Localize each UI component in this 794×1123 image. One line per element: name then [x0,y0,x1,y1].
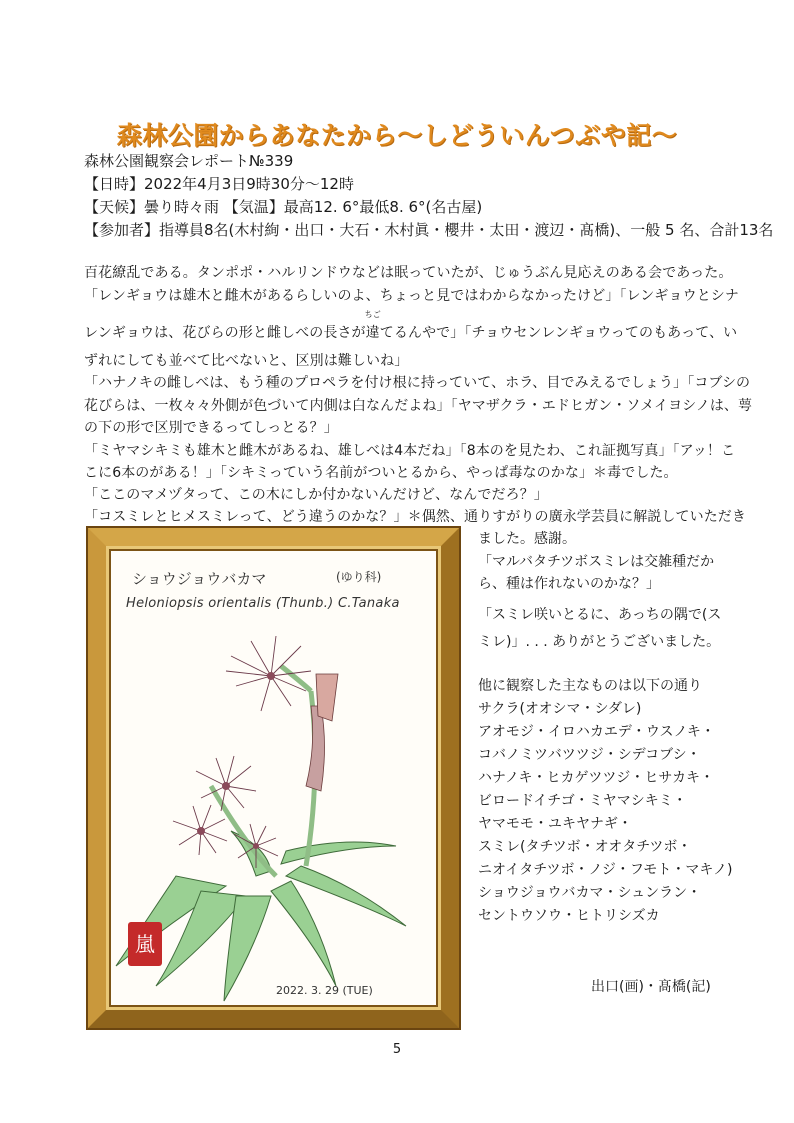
body-line-4: ずれにしても並べて比べないと、区別は難しいね」 [84,353,409,369]
column-line-9: コバノミツバツツジ・シデコブシ・ [478,747,701,763]
column-line-13: スミレ(タチツボ・オオタチツボ・ [478,839,692,855]
column-line-8: アオモジ・イロハカエデ・ウスノキ・ [478,724,715,740]
column-line-2: 「マルバタチツボスミレは交雑種だか [478,554,715,570]
credit-line: 出口(画)・髙橋(記) [591,979,711,995]
column-line-11: ビロードイチゴ・ミヤマシキミ・ [478,793,687,809]
body-line-9: こに6本のがある！」「シキミっていう名前がついとるから、やっぱ毒なのかな」＊毒でした。 [84,465,678,481]
framed-painting [88,528,459,1028]
painting-name-ja: ショウジョウバカマ [132,570,267,588]
report-number: 森林公園観察会レポート№339 [84,152,294,170]
event-weather: 【天候】曇り時々雨 【気温】最高12. 6°最低8. 6°(名古屋) [84,198,483,216]
page-number: 5 [392,1042,402,1057]
column-line-15: ショウジョウバカマ・シュンラン・ [478,885,702,901]
painting-latin-name: Heloniopsis orientalis (Thunb.) C.Tanaka [126,596,400,611]
body-line-2: 「レンギョウは雄木と雌木があるらしいのよ、ちょっと見ではわからなかったけど」「レンギョウとシナ [84,288,739,304]
column-line-5: ミレ)」. . . ありがとうございました。 [478,634,721,650]
artist-seal: 嵐 [128,922,162,966]
ruby-word: ちご 違 [364,310,381,341]
body-line-5: 「ハナノキの雌しべは、もう種のプロペラを付け根に持っていて、ホラ、目でみえるでしょう」「コブシの [84,375,751,391]
event-date: 【日時】2022年4月3日9時30分〜12時 [84,175,354,193]
event-participants: 【参加者】指導員8名(木村絢・出口・大石・木村眞・櫻井・太田・渡辺・髙橋)、一般 5 名、合計13名 [84,221,774,239]
body-line-1: 百花繚乱である。タンポポ・ハルリンドウなどは眠っていたが、じゅうぶん見応えのある会であった。 [84,265,733,281]
column-line-4: 「スミレ咲いとるに、あっちの隅で(ス [478,607,722,623]
body-line-8: 「ミヤマシキミも雄木と雌木があるね、雄しべは4本だね」「8本のを見たわ、これ証拠写真」「アッ！こ [84,443,736,459]
column-line-6: 他に観察した主なものは以下の通り [478,678,702,694]
column-line-12: ヤマモモ・ユキヤナギ・ [478,816,632,832]
column-line-16: セントウソウ・ヒトリシズカ [478,908,660,924]
painting-family: (ゆり科) [336,570,382,584]
body-line-10: 「ここのマメヅタって、この木にしか付かないんだけど、なんでだろ？」 [84,487,548,503]
page-title: 森林公園からあなたから〜しどういんつぶや記〜 [116,121,678,150]
body-line-7: の下の形で区別できるってしっとる？」 [84,420,338,436]
column-line-14: ニオイタチツボ・ノジ・フモト・マキノ) [478,862,733,878]
column-line-3: ら、種は作れないのかな？」 [478,576,660,592]
body-line-3: レンギョウは、花びらの形と雌しべの長さが ちご 違てるんやで」「チョウセンレンギョウってのもあって、い [84,310,738,341]
body-line-11: 「コスミレとヒメスミレって、どう違うのかな？」＊偶然、通りすがりの廣永学芸員に解説していただき [84,509,746,525]
column-line-10: ハナノキ・ヒカゲツツジ・ヒサカキ・ [478,770,715,786]
painting-date: 2022. 3. 29 (TUE) [276,984,373,997]
body-line-6: 花びらは、一枚々々外側が色づいて内側は白なんだよね」「ヤマザクラ・エドヒガン・ソメイヨシノは、萼 [84,398,753,414]
column-line-1: ました。感謝。 [478,531,576,547]
column-line-7: サクラ(オオシマ・シダレ) [478,701,642,717]
